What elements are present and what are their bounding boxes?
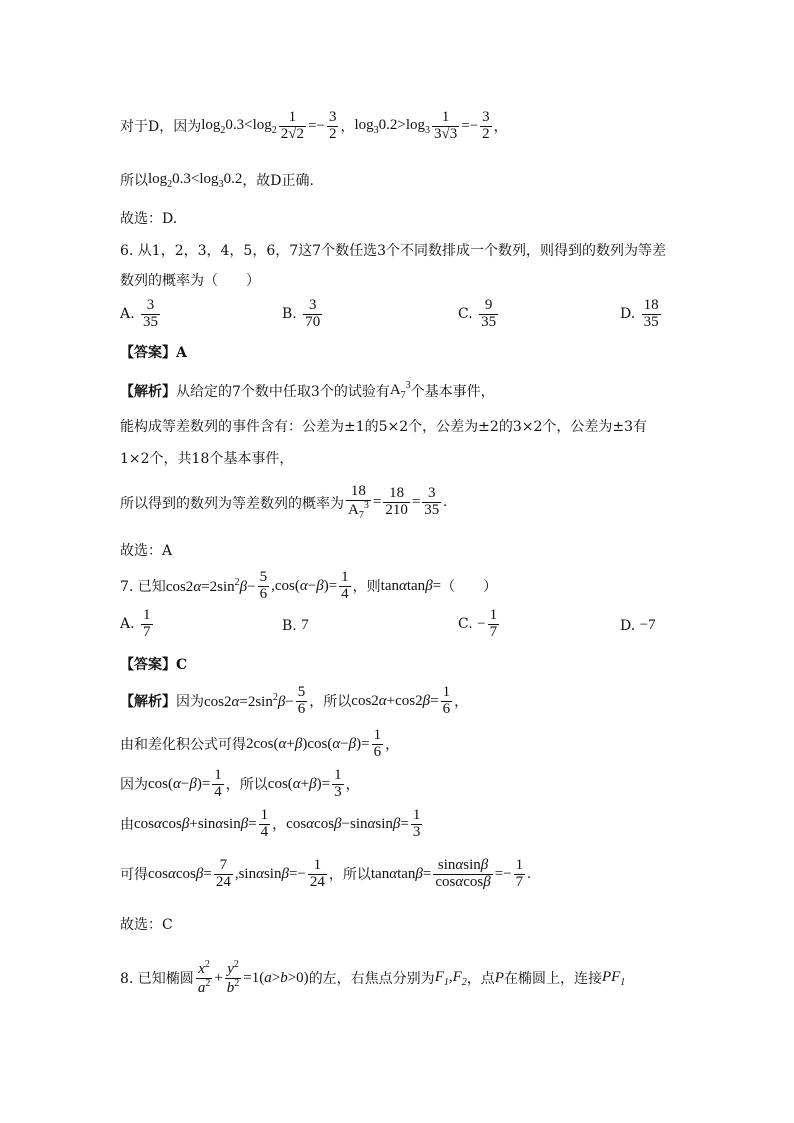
math-expr: cos(α+β)= [267, 775, 331, 792]
math-expr: cos(α−β)= [148, 775, 211, 792]
fraction: $\frac{3}{70}$ [305, 297, 321, 330]
math-expr: $\cos 2\alpha=2\sin^2\beta-$ [204, 691, 294, 710]
question-6-stem: 6. 从1，2，3，4，5，6，7这7个数任选3个不同数排成一个数列，则得到的数列为等差 [120, 243, 666, 259]
fraction: $\frac{x^2}{a^2}$ [197, 959, 211, 996]
fraction: $\frac{1}{6}$ [373, 727, 382, 760]
question-8-stem: 8. 已知椭圆 $\frac{x^2}{a^2}$ + $\frac{y^2}{b^2}$ =1(a>b>0) 的左，右焦点分别为 $F_1,F_2$ ，点 P 在椭圆上，连接 $PF_1$ [120, 959, 626, 996]
option-d: D. −7 [620, 617, 656, 634]
option-a: A. $\frac{3}{35}$ [120, 297, 159, 330]
fraction: $\frac{5}{6}$ [297, 684, 306, 717]
fraction: $\frac{1}{7}$ [515, 857, 524, 890]
math-expr: ,sinαsinβ=− [234, 865, 306, 882]
fraction: $\frac{1}{3√3}$ [434, 109, 458, 142]
fraction: $\frac{1}{3}$ [334, 767, 342, 800]
question-7-stem: 7. 已知 $\cos 2\alpha=2\sin^2\beta-$ $\frac{5}{6}$ ,cos(α−β)= $\frac{1}{4}$ ，则 tanαtanβ= （ ） [120, 569, 498, 602]
math-expr: $PF_1$ [601, 968, 626, 988]
conclusion-7: 故选：C [120, 917, 173, 933]
analysis-7-line2: 由和差化积公式可得 2cos(α+β)cos(α−β)= $\frac{1}{6}$ ， [120, 727, 400, 760]
answer-7: 【答案】C [120, 657, 188, 673]
analysis-6-line2: 能构成等差数列的事件含有：公差为±1的5×2个，公差为±2的3×2个，公差为±3有 [120, 419, 648, 435]
option-b: B. 7 [282, 617, 309, 634]
fraction: $\frac{18}{35}$ [643, 297, 659, 330]
line-conclusion-d: 所以 $\log_20.3<\log_30.2$ ，故D正确. [120, 170, 314, 190]
math-expr: cos2α+cos2β= [351, 692, 439, 709]
math-expr: cosαcosβ−sinαsinβ= [286, 815, 409, 832]
math-expr: $\log_30.2>\log_3$ [354, 116, 431, 136]
fraction: $\frac{5}{6}$ [259, 569, 268, 602]
option-a: A. $\frac{1}{7}$ [120, 607, 151, 640]
math-expr: tanαtanβ= [370, 865, 432, 882]
fraction: $\frac{\sin\alpha\sin\beta}{\cos\alpha\cos\beta}$ [435, 857, 491, 890]
fraction: $\frac{1}{7}$ [489, 607, 498, 640]
option-c: C. − $\frac{1}{7}$ [458, 607, 498, 640]
math-expr: tanαtanβ= [380, 577, 442, 594]
math-expr: =1(a>b>0) [243, 969, 309, 986]
math-expr: $\log_20.3<\log_2$ [201, 116, 277, 136]
conclusion-6: 故选：A [120, 543, 173, 559]
fraction: $\frac{9}{35}$ [481, 297, 497, 330]
analysis-7-line4: 由 cosαcosβ+sinαsinβ= $\frac{1}{4}$ ， cosαcosβ−sinαsinβ= $\frac{1}{3}$ [120, 807, 421, 840]
math-expr: $\cos 2\alpha=2\sin^2\beta-$ [165, 576, 256, 595]
fraction: $\frac{1}{4}$ [341, 569, 349, 602]
analysis-7-line5: 可得 cosαcosβ= $\frac{7}{24}$ ,sinαsinβ=− $\frac{1}{24}$ ，所以 tanαtanβ= $\frac{\sin\alpha\sin\beta}{\cos\alpha\cos\beta}$ =− $\frac{1}{7}$ . [120, 857, 531, 890]
analysis-6-line4: 所以得到的数列为等差数列的概率为 $\frac{18}{A_7^3}$ = $\frac{18}{210}$ = $\frac{3}{35}$ . [120, 483, 448, 521]
fraction: $\frac{3}{2}$ [482, 109, 490, 142]
question-6-stem-cont: 数列的概率为（ ） [120, 273, 260, 289]
analysis-6-line1: 【解析】 从给定的7个数中任取3个的试验有 $A_7^3$ 个基本事件， [120, 380, 495, 401]
math-expr: $F_1,F_2$ [434, 968, 467, 988]
math-expr: P [494, 969, 504, 986]
fraction: $\frac{1}{7}$ [143, 607, 151, 640]
answer-6: 【答案】A [120, 345, 187, 361]
math-expr: $A_7^3$ [389, 380, 411, 401]
math-expr: cosαcosβ= [148, 865, 212, 882]
math-expr: cosαcosβ+sinαsinβ= [134, 815, 257, 832]
fraction: $\frac{3}{2}$ [328, 109, 337, 142]
fraction: $\frac{7}{24}$ [215, 857, 231, 890]
math-expr: 2cos(α+β)cos(α−β)= [246, 735, 370, 752]
line-option-d-analysis: 对于D，因为 $\log_20.3<\log_2$ $\frac{1}{2√2}$ =− $\frac{3}{2}$ ， $\log_30.2>\log_3$ $\frac{1}{3√3}$ =− $\frac{3}{2}$ ， [120, 109, 508, 142]
math-expr: $\log_20.3<\log_30.2$ [148, 170, 243, 190]
fraction: $\frac{18}{A_7^3}$ [348, 483, 369, 521]
fraction: $\frac{1}{3}$ [412, 807, 421, 840]
fraction: $\frac{1}{2√2}$ [280, 109, 305, 142]
fraction: $\frac{18}{210}$ [385, 485, 408, 519]
fraction: $\frac{3}{35}$ [424, 485, 440, 519]
option-d: D. $\frac{18}{35}$ [620, 297, 659, 330]
fraction: $\frac{y^2}{b^2}$ [226, 959, 240, 996]
analysis-7-line1: 【解析】 因为 $\cos 2\alpha=2\sin^2\beta-$ $\frac{5}{6}$ ，所以 cos2α+cos2β= $\frac{1}{6}$ ， [120, 684, 469, 717]
option-c: C. $\frac{9}{35}$ [458, 297, 497, 330]
fraction: $\frac{3}{35}$ [143, 297, 159, 330]
analysis-6-line3: 1×2个，共18个基本事件， [120, 451, 294, 467]
line-select-d: 故选：D. [120, 211, 178, 227]
analysis-7-line3: 因为 cos(α−β)= $\frac{1}{4}$ ，所以 cos(α+β)= $\frac{1}{3}$ ， [120, 767, 360, 800]
fraction: $\frac{1}{6}$ [442, 684, 451, 717]
fraction: $\frac{1}{4}$ [260, 807, 269, 840]
option-b: B. $\frac{3}{70}$ [282, 297, 321, 330]
fraction: $\frac{1}{4}$ [214, 767, 222, 800]
fraction: $\frac{1}{24}$ [309, 857, 325, 890]
